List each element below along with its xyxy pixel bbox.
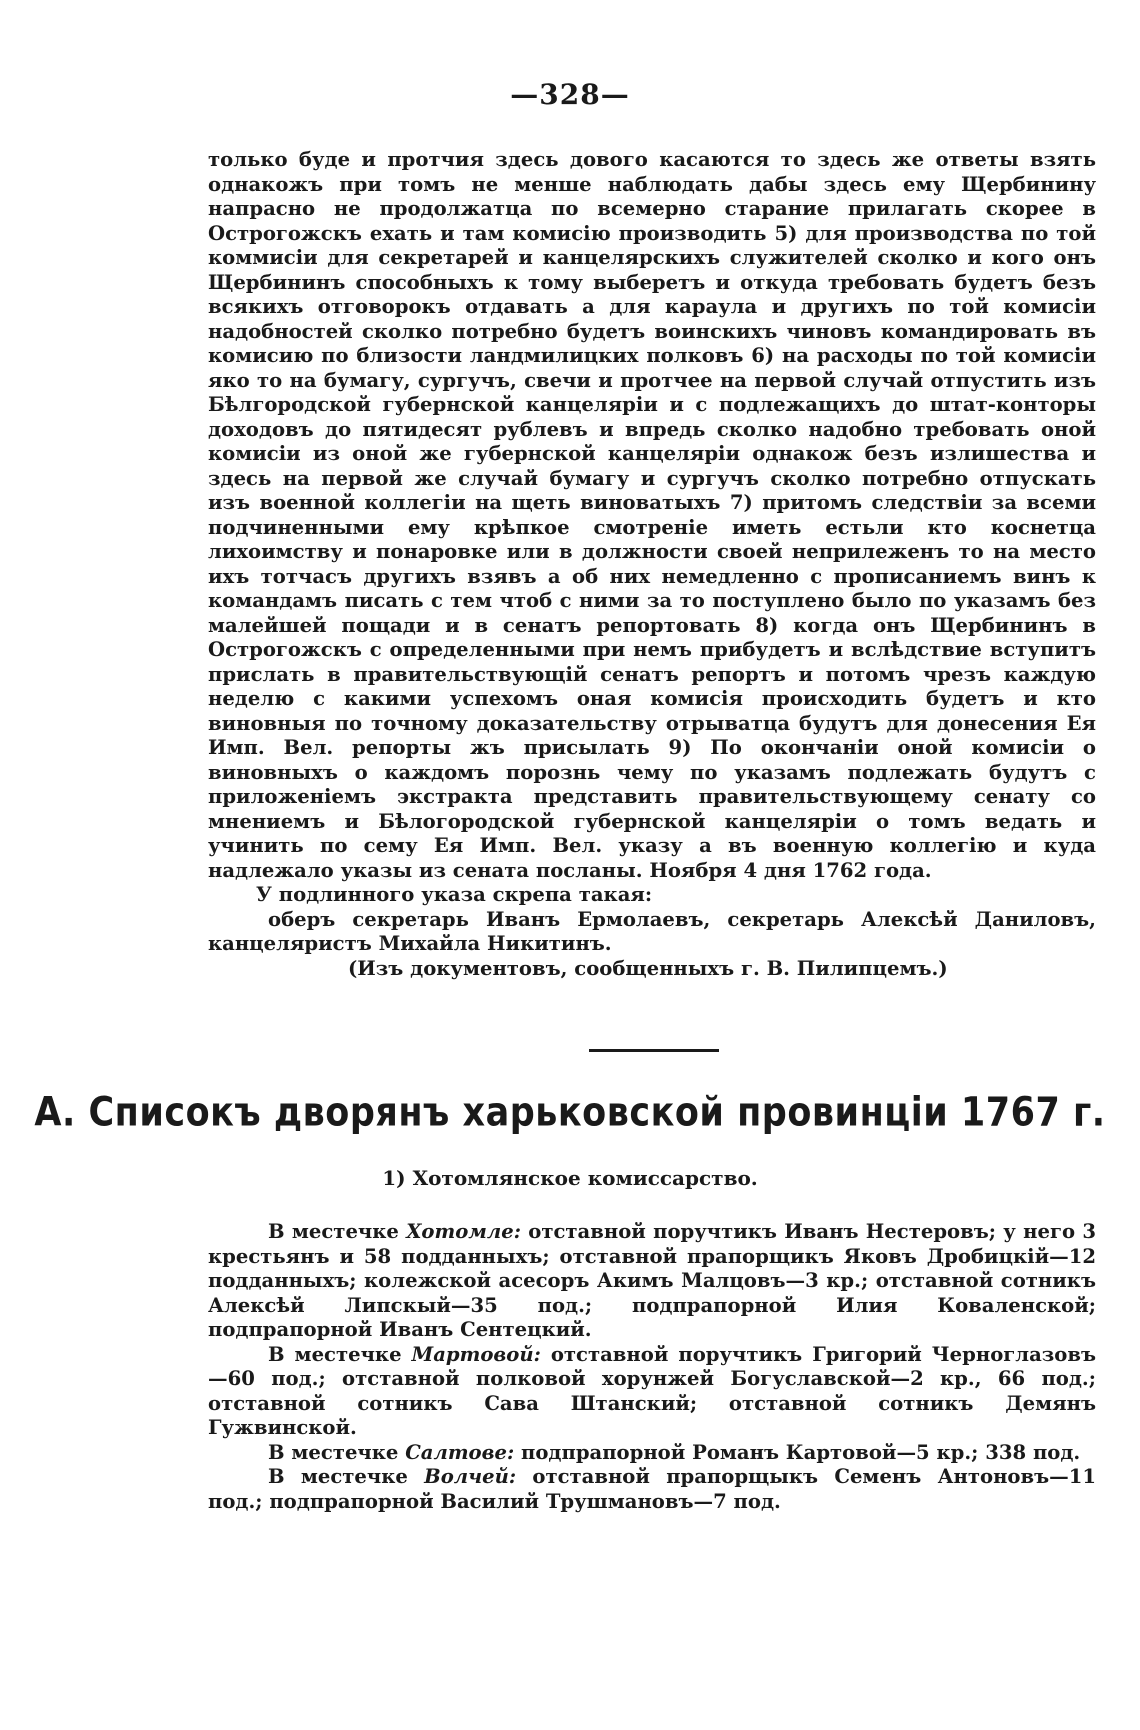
entry-place: Волчей: (424, 1465, 517, 1488)
decree-paragraph: только буде и протчия здесь дового касаются то здесь же ответы взять однакожъ при томъ не менше наблюдать дабы здесь ему Щербинину напрасно не продолжатца по всемерно старание прилагать скорее в Острогожскъ ехать и там комисію производить 5) для производства по той коммисіи для секретарей и канцелярскихъ служителей сколко и кого онъ Щербининъ способныхъ к тому выберетъ и откуда требовать будетъ безъ всякихъ отговорокъ отдавать а для караула и другихъ по той комисіи надобностей сколко потребно будетъ воинскихъ чиновъ командировать въ комисию по близости ландмилицких полковъ 6) на расходы по той комисіи яко то на бумагу, сургучъ, свечи и протчее на первой случай отпустить изъ Бѣлгородской губернской канцеляріи и с подлежащихъ до штат-конторы доходовъ до пятидесят рублевъ и впредь сколко надобно требовать оной комисіи из оной же губернской канцеляріи однакож безъ излишества и здесь на первой же случай бумагу и сургучъ сколко потребно отпускать изъ военной коллегіи на щеть виноватыхъ 7) притомъ следствіи за всеми подчиненными ему крѣпкое смотреніе иметь естьли кто коснетца лихоимству и понаровке или в должности своей неприлеженъ то на место ихъ тотчасъ другихъ взявъ а об них немедленно с прописаниемъ винъ к командамъ писать с тем чтоб с ними за то поступлено было по указамъ без малейшей пощади и в сенатъ репортовать 8) когда онъ Щербининъ в Острогожскъ с определенными при немъ прибудетъ и вслѣдствие вступитъ прислать в правительствующій сенатъ репортъ и потомъ чрезъ каждую неделю с какими успехомъ оная комисія происходить будетъ и кто виновныя по точному доказательству отрыватца будутъ для донесения Ея Имп. Вел. репорты жъ присылать 9) По окончаніи оной комисіи о виновныхъ о каждомъ порознь чему по указамъ подлежать будутъ с приложеніемъ экстракта представить правительствующему сенату со мнениемъ и Бѣлогородской губернской канцеляріи о томъ ведать и учинить по сему Ея Имп. Вел. указу а въ военную коллегію и куда надлежало указы из сената посланы. Ноября 4 дня 1762 года. (208, 148, 1096, 882)
entry-prefix: В местечке (268, 1440, 406, 1464)
entry-place: Мартовой: (411, 1342, 541, 1366)
decree-text (208, 148, 1096, 981)
decree-seal-intro: У подлинного указа скрепа такая: (256, 883, 653, 906)
section-title: А. Списокъ дворянъ харьковской провинціи 1767 г. (34, 1090, 1106, 1136)
entry-prefix: В местечке (268, 1220, 407, 1243)
list-entry (208, 1465, 1096, 1514)
entry-place: Хотомле: (406, 1220, 521, 1243)
entry-text: отставной поручтикъ Иванъ Нестеровъ; у него 3 крестьянъ и 58 подданныхъ; отставной прапорщикъ Яковъ Дробицкій—12 подданныхъ; колежской асесоръ Акимъ Малцовъ—3 кр.; отставной сотникъ Алексѣй Липскый—35 под.; подпрапорной Илия Коваленской; подпрапорной Иванъ Сентецкий. (208, 1220, 1096, 1341)
list-entry (208, 1343, 1096, 1441)
section-divider (589, 1049, 719, 1052)
subsection-title: 1) Хотомлянское комиссарство. (382, 1166, 758, 1190)
list-entry (208, 1441, 1096, 1466)
decree-signatures: оберъ секретарь Иванъ Ермолаевъ, секретарь Алексѣй Даниловъ, канцеляристъ Михайла Никитинъ. (208, 907, 1096, 955)
entry-text: подпрапорной Романъ Картовой—5 кр.; 338 под. (514, 1440, 1081, 1464)
entry-text: отставной прапорщыкъ Семенъ Антоновъ—11 под.; подпрапорной Василий Трушмановъ—7 под. (208, 1465, 1096, 1513)
entry-prefix: В местечке (268, 1465, 425, 1488)
entry-place: Салтове: (405, 1440, 515, 1464)
page-number: —328— (510, 78, 630, 111)
entry-prefix: В местечке (268, 1342, 412, 1366)
decree-source: (Изъ документовъ, сообщенныхъ г. В. Пилипцемъ.) (348, 956, 948, 980)
entry-text: отставной поручтикъ Григорий Черноглазовъ—60 под.; отставной полковой хорунжей Богуславской—2 кр., 66 под.; отставной сотникъ Сава Штанский; отставной сотникъ Демянъ Гужвинской. (208, 1342, 1096, 1439)
nobility-list (208, 1220, 1096, 1514)
list-entry (208, 1220, 1096, 1343)
